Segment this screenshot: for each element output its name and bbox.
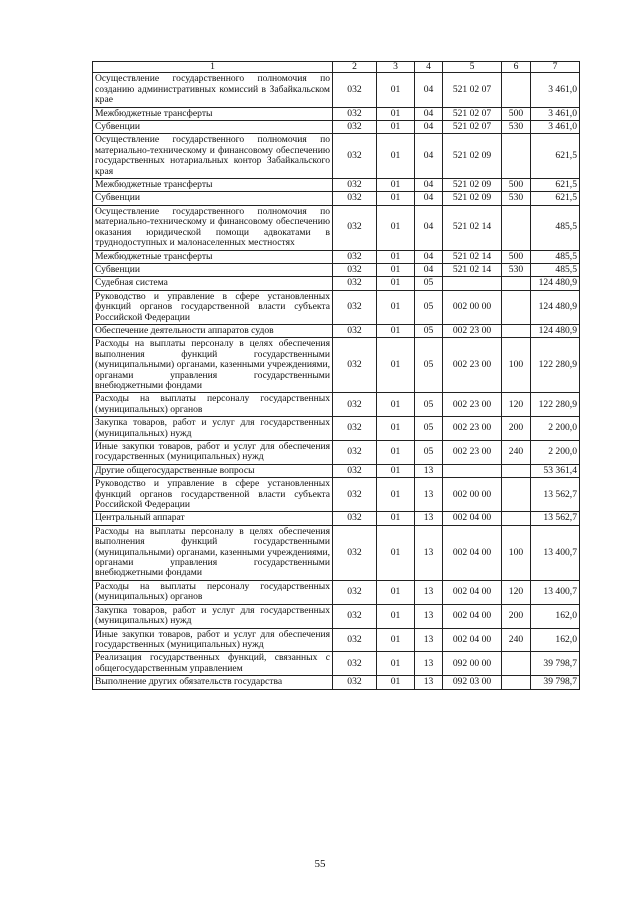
section-code-cell: 01 <box>377 338 415 393</box>
expense-type-cell: 100 <box>502 525 531 580</box>
table-row <box>93 464 580 477</box>
header-cell: 3 <box>377 62 415 73</box>
section-code-cell: 01 <box>377 263 415 276</box>
ministry-code-cell: 032 <box>333 263 377 276</box>
item-name-cell: Осуществление государственного полномочия по материально-техническому и финансовому обеспечению оказания юридической помощи адвокатами в труднодоступных и малонаселенных местностях <box>93 205 333 250</box>
item-name-cell: Иные закупки товаров, работ и услуг для обеспечения государственных (муниципальных) нужд <box>93 441 333 465</box>
subsection-code-cell: 13 <box>415 478 443 512</box>
item-name-cell: Центральный аппарат <box>93 512 333 525</box>
section-code-cell: 01 <box>377 192 415 205</box>
subsection-code-cell: 13 <box>415 676 443 689</box>
item-name-cell: Осуществление государственного полномочия по материально-техническому и финансовому обеспечению государственных нотариальных контор Забайкальского края <box>93 134 333 179</box>
ministry-code-cell: 032 <box>333 441 377 465</box>
item-name-cell: Закупка товаров, работ и услуг для государственных (муниципальных) нужд <box>93 604 333 628</box>
section-code-cell: 01 <box>377 324 415 337</box>
subsection-code-cell: 04 <box>415 205 443 250</box>
header-cell: 1 <box>93 62 333 73</box>
header-cell: 5 <box>443 62 502 73</box>
expense-type-cell: 240 <box>502 628 531 652</box>
expense-type-cell: 120 <box>502 580 531 604</box>
subsection-code-cell: 05 <box>415 417 443 441</box>
header-cell: 4 <box>415 62 443 73</box>
section-code-cell: 01 <box>377 205 415 250</box>
header-cell: 7 <box>531 62 580 73</box>
expense-type-cell: 530 <box>502 192 531 205</box>
table-row <box>93 417 580 441</box>
header-row <box>93 62 580 73</box>
expense-type-cell: 200 <box>502 417 531 441</box>
ministry-code-cell: 032 <box>333 250 377 263</box>
target-article-cell: 002 23 00 <box>443 324 502 337</box>
expense-type-cell <box>502 134 531 179</box>
table-row <box>93 580 580 604</box>
item-name-cell: Руководство и управление в сфере установленных функций органов государственной власти субъекта Российской Федерации <box>93 290 333 324</box>
amount-cell: 124 480,9 <box>531 277 580 290</box>
amount-cell: 13 562,7 <box>531 512 580 525</box>
table-row <box>93 676 580 689</box>
expense-type-cell <box>502 512 531 525</box>
expense-type-cell: 200 <box>502 604 531 628</box>
section-code-cell: 01 <box>377 580 415 604</box>
header-cell: 2 <box>333 62 377 73</box>
section-code-cell: 01 <box>377 277 415 290</box>
page-number: 55 <box>314 858 326 870</box>
target-article-cell: 521 02 07 <box>443 121 502 134</box>
amount-cell: 13 400,7 <box>531 580 580 604</box>
amount-cell: 39 798,7 <box>531 652 580 676</box>
item-name-cell: Расходы на выплаты персоналу в целях обеспечения выполнения функций государственными (муниципальными) органами, казенными учреждениями, органами управления государственными внебюджетными фондами <box>93 338 333 393</box>
table-row <box>93 324 580 337</box>
table-row <box>93 393 580 417</box>
table-row <box>93 604 580 628</box>
item-name-cell: Расходы на выплаты персоналу государственных (муниципальных) органов <box>93 393 333 417</box>
table-row <box>93 73 580 107</box>
target-article-cell: 002 04 00 <box>443 525 502 580</box>
item-name-cell: Выполнение других обязательств государства <box>93 676 333 689</box>
ministry-code-cell: 032 <box>333 277 377 290</box>
ministry-code-cell: 032 <box>333 628 377 652</box>
amount-cell: 621,5 <box>531 179 580 192</box>
item-name-cell: Руководство и управление в сфере установленных функций органов государственной власти субъекта Российской Федерации <box>93 478 333 512</box>
target-article-cell: 002 00 00 <box>443 290 502 324</box>
ministry-code-cell: 032 <box>333 580 377 604</box>
target-article-cell: 521 02 09 <box>443 179 502 192</box>
subsection-code-cell: 04 <box>415 263 443 276</box>
amount-cell: 485,5 <box>531 263 580 276</box>
expense-type-cell <box>502 290 531 324</box>
item-name-cell: Другие общегосударственные вопросы <box>93 464 333 477</box>
target-article-cell: 002 04 00 <box>443 604 502 628</box>
expense-type-cell: 530 <box>502 263 531 276</box>
item-name-cell: Реализация государственных функций, связанных с общегосударственным управлением <box>93 652 333 676</box>
table-row <box>93 478 580 512</box>
ministry-code-cell: 032 <box>333 73 377 107</box>
amount-cell: 124 480,9 <box>531 290 580 324</box>
ministry-code-cell: 032 <box>333 290 377 324</box>
expense-type-cell <box>502 324 531 337</box>
section-code-cell: 01 <box>377 464 415 477</box>
amount-cell: 3 461,0 <box>531 73 580 107</box>
target-article-cell: 002 04 00 <box>443 512 502 525</box>
amount-cell: 2 200,0 <box>531 441 580 465</box>
subsection-code-cell: 13 <box>415 652 443 676</box>
subsection-code-cell: 13 <box>415 464 443 477</box>
target-article-cell: 521 02 09 <box>443 192 502 205</box>
expense-type-cell: 120 <box>502 393 531 417</box>
item-name-cell: Обеспечение деятельности аппаратов судов <box>93 324 333 337</box>
table-row <box>93 263 580 276</box>
section-code-cell: 01 <box>377 676 415 689</box>
amount-cell: 39 798,7 <box>531 676 580 689</box>
target-article-cell <box>443 277 502 290</box>
subsection-code-cell: 04 <box>415 179 443 192</box>
item-name-cell: Расходы на выплаты персоналу государственных (муниципальных) органов <box>93 580 333 604</box>
item-name-cell: Судебная система <box>93 277 333 290</box>
expense-type-cell: 500 <box>502 250 531 263</box>
item-name-cell: Межбюджетные трансферты <box>93 179 333 192</box>
expense-type-cell <box>502 205 531 250</box>
table-row <box>93 205 580 250</box>
budget-table <box>92 61 580 690</box>
subsection-code-cell: 05 <box>415 277 443 290</box>
target-article-cell: 521 02 14 <box>443 205 502 250</box>
subsection-code-cell: 05 <box>415 338 443 393</box>
table-row <box>93 277 580 290</box>
section-code-cell: 01 <box>377 250 415 263</box>
ministry-code-cell: 032 <box>333 512 377 525</box>
table-body <box>93 73 580 689</box>
amount-cell: 621,5 <box>531 192 580 205</box>
target-article-cell: 092 00 00 <box>443 652 502 676</box>
section-code-cell: 01 <box>377 525 415 580</box>
target-article-cell: 521 02 14 <box>443 250 502 263</box>
amount-cell: 162,0 <box>531 628 580 652</box>
target-article-cell: 002 23 00 <box>443 441 502 465</box>
ministry-code-cell: 032 <box>333 179 377 192</box>
section-code-cell: 01 <box>377 417 415 441</box>
amount-cell: 162,0 <box>531 604 580 628</box>
table-row <box>93 250 580 263</box>
expense-type-cell: 100 <box>502 338 531 393</box>
subsection-code-cell: 13 <box>415 525 443 580</box>
target-article-cell: 092 03 00 <box>443 676 502 689</box>
section-code-cell: 01 <box>377 290 415 324</box>
ministry-code-cell: 032 <box>333 525 377 580</box>
section-code-cell: 01 <box>377 628 415 652</box>
subsection-code-cell: 05 <box>415 393 443 417</box>
expense-type-cell <box>502 73 531 107</box>
subsection-code-cell: 04 <box>415 73 443 107</box>
subsection-code-cell: 05 <box>415 290 443 324</box>
item-name-cell: Закупка товаров, работ и услуг для государственных (муниципальных) нужд <box>93 417 333 441</box>
target-article-cell: 002 04 00 <box>443 580 502 604</box>
table-row <box>93 179 580 192</box>
subsection-code-cell: 04 <box>415 121 443 134</box>
section-code-cell: 01 <box>377 604 415 628</box>
ministry-code-cell: 032 <box>333 192 377 205</box>
table-row <box>93 134 580 179</box>
amount-cell: 122 280,9 <box>531 393 580 417</box>
ministry-code-cell: 032 <box>333 338 377 393</box>
amount-cell: 13 400,7 <box>531 525 580 580</box>
subsection-code-cell: 13 <box>415 512 443 525</box>
table-row <box>93 441 580 465</box>
subsection-code-cell: 05 <box>415 441 443 465</box>
target-article-cell: 521 02 07 <box>443 107 502 120</box>
table-row <box>93 290 580 324</box>
section-code-cell: 01 <box>377 73 415 107</box>
amount-cell: 2 200,0 <box>531 417 580 441</box>
amount-cell: 3 461,0 <box>531 107 580 120</box>
ministry-code-cell: 032 <box>333 324 377 337</box>
target-article-cell <box>443 464 502 477</box>
ministry-code-cell: 032 <box>333 107 377 120</box>
amount-cell: 485,5 <box>531 250 580 263</box>
section-code-cell: 01 <box>377 441 415 465</box>
section-code-cell: 01 <box>377 393 415 417</box>
table-row <box>93 338 580 393</box>
subsection-code-cell: 04 <box>415 250 443 263</box>
section-code-cell: 01 <box>377 179 415 192</box>
subsection-code-cell: 13 <box>415 628 443 652</box>
item-name-cell: Иные закупки товаров, работ и услуг для обеспечения государственных (муниципальных) нужд <box>93 628 333 652</box>
section-code-cell: 01 <box>377 107 415 120</box>
amount-cell: 485,5 <box>531 205 580 250</box>
item-name-cell: Межбюджетные трансферты <box>93 250 333 263</box>
expense-type-cell <box>502 652 531 676</box>
expense-type-cell: 530 <box>502 121 531 134</box>
section-code-cell: 01 <box>377 512 415 525</box>
ministry-code-cell: 032 <box>333 464 377 477</box>
table-row <box>93 107 580 120</box>
item-name-cell: Субвенции <box>93 192 333 205</box>
ministry-code-cell: 032 <box>333 604 377 628</box>
item-name-cell: Осуществление государственного полномочия по созданию административных комиссий в Забайкальском крае <box>93 73 333 107</box>
table-row <box>93 525 580 580</box>
item-name-cell: Межбюджетные трансферты <box>93 107 333 120</box>
table-row <box>93 192 580 205</box>
ministry-code-cell: 032 <box>333 652 377 676</box>
subsection-code-cell: 05 <box>415 324 443 337</box>
section-code-cell: 01 <box>377 652 415 676</box>
target-article-cell: 521 02 07 <box>443 73 502 107</box>
amount-cell: 3 461,0 <box>531 121 580 134</box>
expense-type-cell: 500 <box>502 179 531 192</box>
section-code-cell: 01 <box>377 478 415 512</box>
target-article-cell: 521 02 14 <box>443 263 502 276</box>
target-article-cell: 002 23 00 <box>443 338 502 393</box>
section-code-cell: 01 <box>377 121 415 134</box>
expense-type-cell: 240 <box>502 441 531 465</box>
ministry-code-cell: 032 <box>333 134 377 179</box>
table-row <box>93 121 580 134</box>
subsection-code-cell: 04 <box>415 134 443 179</box>
table-row <box>93 512 580 525</box>
target-article-cell: 002 23 00 <box>443 417 502 441</box>
item-name-cell: Расходы на выплаты персоналу в целях обеспечения выполнения функций государственными (муниципальными) органами, казенными учреждениями, органами управления государственными внебюджетными фондами <box>93 525 333 580</box>
ministry-code-cell: 032 <box>333 417 377 441</box>
amount-cell: 124 480,9 <box>531 324 580 337</box>
table-row <box>93 652 580 676</box>
subsection-code-cell: 04 <box>415 107 443 120</box>
amount-cell: 53 361,4 <box>531 464 580 477</box>
table-row <box>93 628 580 652</box>
subsection-code-cell: 13 <box>415 604 443 628</box>
item-name-cell: Субвенции <box>93 121 333 134</box>
ministry-code-cell: 032 <box>333 121 377 134</box>
expense-type-cell <box>502 676 531 689</box>
expense-type-cell <box>502 464 531 477</box>
target-article-cell: 002 23 00 <box>443 393 502 417</box>
target-article-cell: 002 00 00 <box>443 478 502 512</box>
ministry-code-cell: 032 <box>333 676 377 689</box>
amount-cell: 13 562,7 <box>531 478 580 512</box>
target-article-cell: 002 04 00 <box>443 628 502 652</box>
ministry-code-cell: 032 <box>333 393 377 417</box>
section-code-cell: 01 <box>377 134 415 179</box>
ministry-code-cell: 032 <box>333 478 377 512</box>
amount-cell: 621,5 <box>531 134 580 179</box>
expense-type-cell: 500 <box>502 107 531 120</box>
subsection-code-cell: 13 <box>415 580 443 604</box>
expense-type-cell <box>502 277 531 290</box>
expense-type-cell <box>502 478 531 512</box>
amount-cell: 122 280,9 <box>531 338 580 393</box>
subsection-code-cell: 04 <box>415 192 443 205</box>
ministry-code-cell: 032 <box>333 205 377 250</box>
item-name-cell: Субвенции <box>93 263 333 276</box>
header-cell: 6 <box>502 62 531 73</box>
target-article-cell: 521 02 09 <box>443 134 502 179</box>
